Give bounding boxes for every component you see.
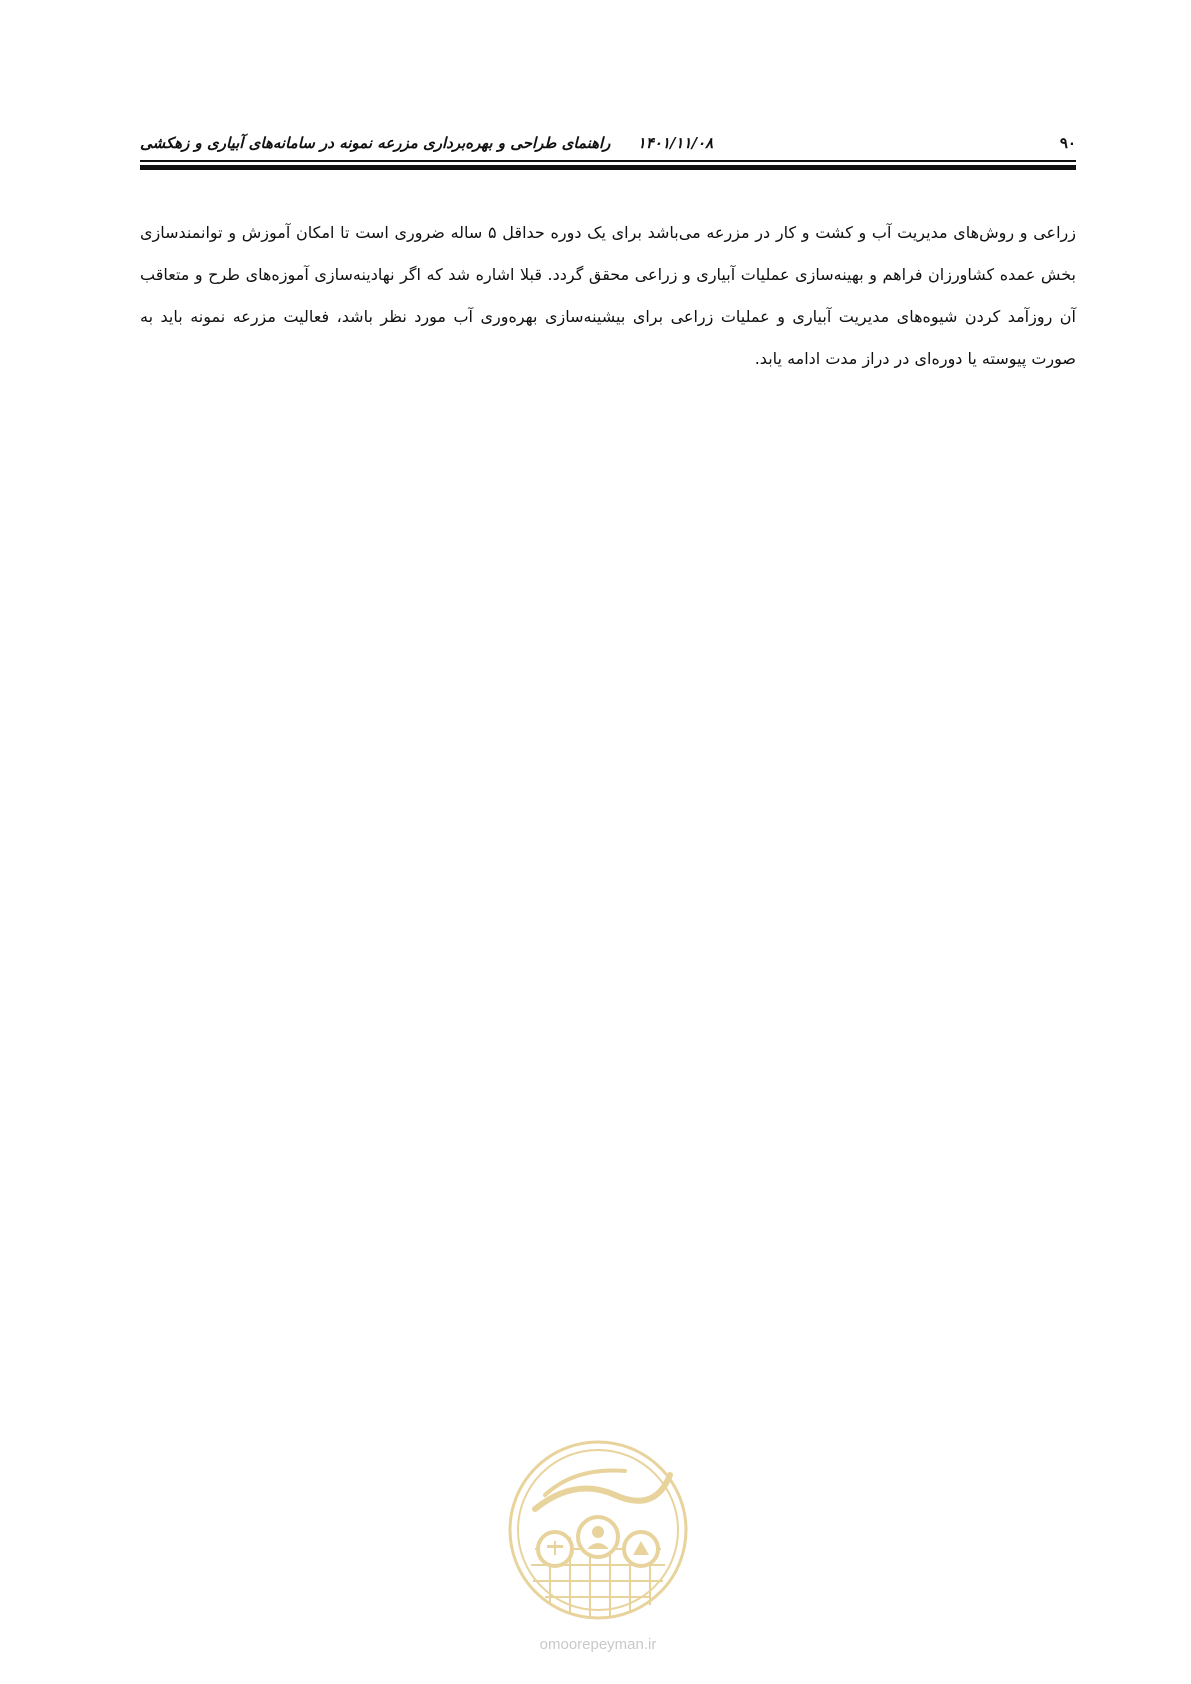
watermark-url: omoorepeyman.ir: [539, 1636, 657, 1653]
watermark-logo-icon: [505, 1437, 691, 1623]
header-rule-thin: [140, 160, 1076, 162]
page-number: ۹۰: [1059, 134, 1076, 152]
body-paragraph: زراعی و روش‌های مدیریت آب و کشت و کار در مزرعه می‌باشد برای یک دوره حداقل ۵ ساله ضروری است تا امکان آموزش و توانمندسازی بخش عمده کشاورزان فراهم و بهینه‌سازی عملیات آبیاری و زراعی محقق گردد. قبلا اشاره شد که اگر نهادینه‌سازی آموزه‌های طرح و متعاقب آن روزآمد کردن شیوه‌های مدیریت آبیاری و عملیات زراعی برای بیشینه‌سازی بهره‌وری آب مورد نظر باشد، فعالیت مزرعه نمونه باید به صورت پیوسته یا دوره‌ای در دراز مدت ادامه یابد.: [140, 223, 1076, 368]
header-rule-thick: [140, 165, 1076, 170]
header-date: ۱۴۰۱/۱۱/۰۸: [637, 134, 714, 152]
running-title: [140, 134, 713, 152]
page-header: [140, 128, 1076, 158]
header-title-text: راهنمای طراحی و بهره‌برداری مزرعه نمونه در سامانه‌های آبیاری و زهکشی: [140, 134, 611, 152]
